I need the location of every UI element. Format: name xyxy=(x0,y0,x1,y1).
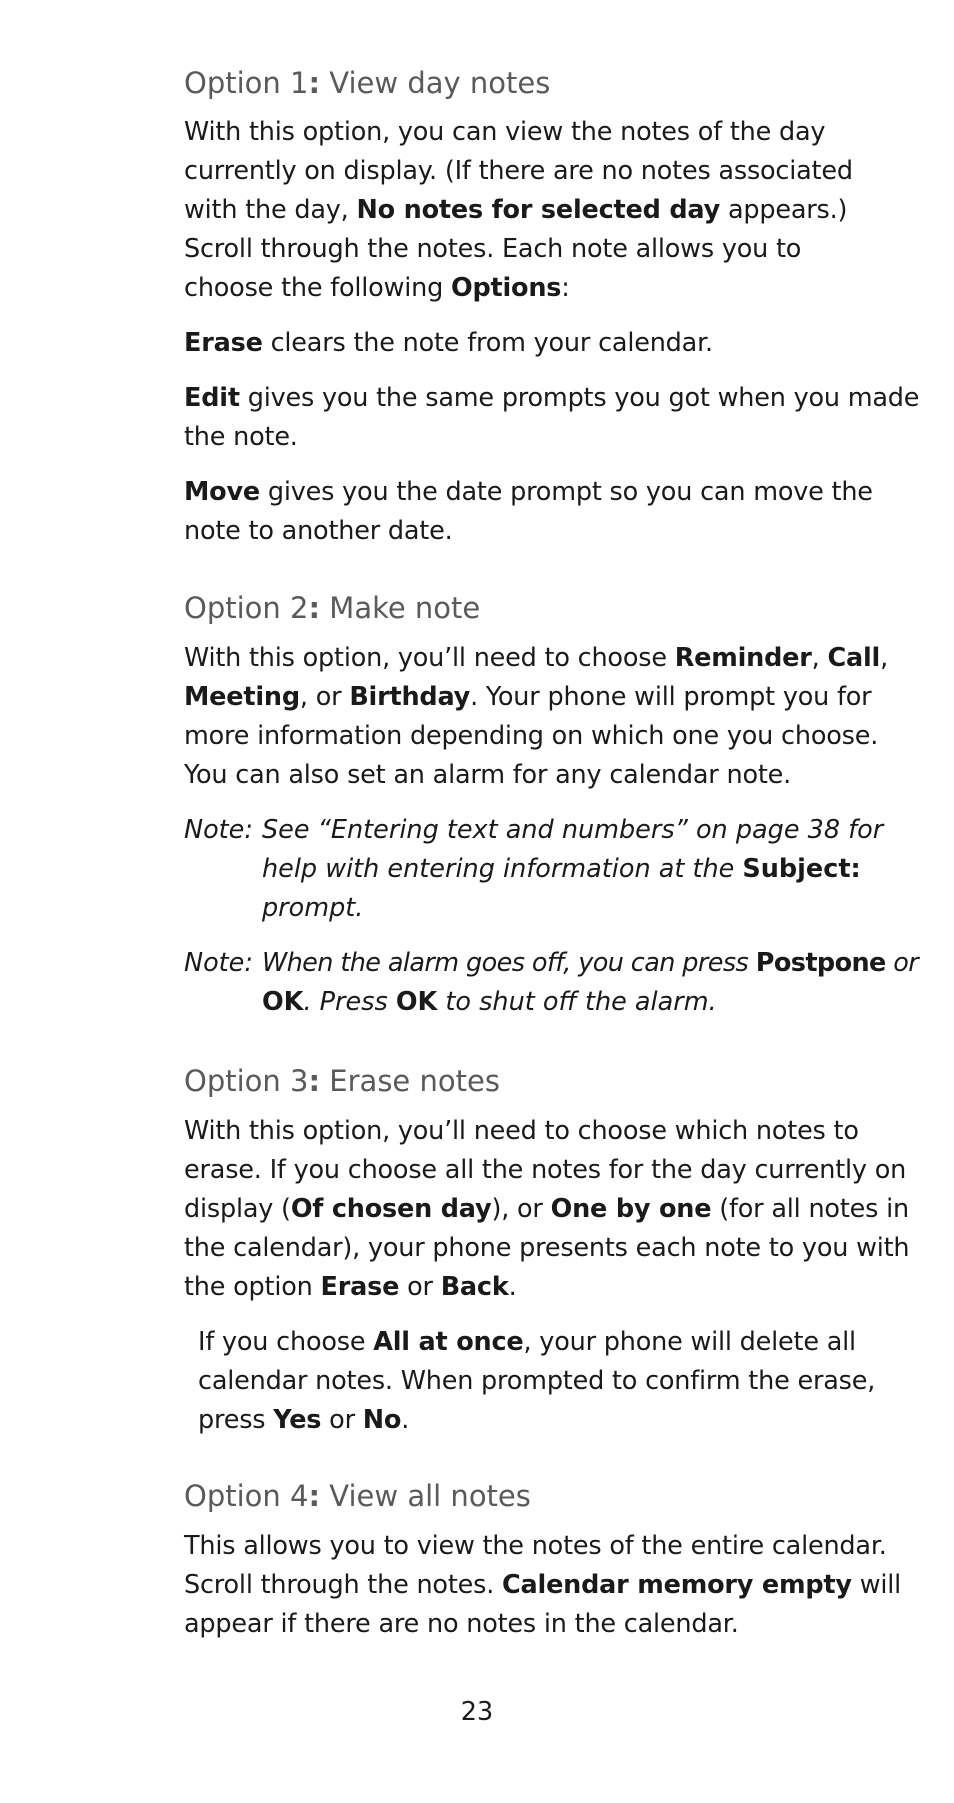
note-label: Note: xyxy=(184,815,253,845)
option-erase-description: Erase clears the note from your calendar. xyxy=(184,328,713,358)
paragraph-line: With this option, you’ll need to choose Reminder, Call, xyxy=(184,643,888,673)
paragraph-line: currently on display. (If there are no notes associated xyxy=(184,156,853,186)
note-line: help with entering information at the Subject: xyxy=(262,854,861,884)
paragraph-line: erase. If you choose all the notes for the day currently on xyxy=(184,1155,907,1185)
note-label: Note: xyxy=(184,948,253,978)
paragraph-line: choose the following Options: xyxy=(184,273,570,303)
section-heading-option-4: Option 4: View all notes xyxy=(184,1479,531,1513)
note-entering-text xyxy=(184,811,884,931)
option-edit-description: Edit gives you the same prompts you got when you made xyxy=(184,383,920,413)
indented-line: press Yes or No. xyxy=(198,1405,410,1435)
indented-line: calendar notes. When prompted to confirm the erase, xyxy=(198,1366,876,1396)
paragraph-line: the calendar), your phone presents each note to you with xyxy=(184,1233,910,1263)
paragraph-line: You can also set an alarm for any calendar note. xyxy=(184,760,792,790)
note-line: OK. Press OK to shut off the alarm. xyxy=(262,987,717,1017)
paragraph-line: more information depending on which one you choose. xyxy=(184,721,879,751)
section-heading-option-1: Option 1: View day notes xyxy=(184,66,551,100)
section-heading-option-3: Option 3: Erase notes xyxy=(184,1064,500,1098)
indented-line: If you choose All at once, your phone will delete all xyxy=(198,1327,856,1357)
section-heading-option-2: Option 2: Make note xyxy=(184,591,481,625)
note-line: See “Entering text and numbers” on page 38 for xyxy=(262,815,884,845)
paragraph-line: the option Erase or Back. xyxy=(184,1272,517,1302)
paragraph-line: Scroll through the notes. Each note allows you to xyxy=(184,234,802,264)
page-number: 23 xyxy=(460,1697,494,1727)
paragraph-line: appear if there are no notes in the calendar. xyxy=(184,1609,739,1639)
paragraph-line: With this option, you’ll need to choose which notes to xyxy=(184,1116,859,1146)
paragraph-line: With this option, you can view the notes of the day xyxy=(184,117,826,147)
paragraph-line: note to another date. xyxy=(184,516,453,546)
paragraph-line: the note. xyxy=(184,422,298,452)
paragraph-line: with the day, No notes for selected day appears.) xyxy=(184,195,848,225)
note-line: prompt. xyxy=(262,893,364,923)
paragraph-line: This allows you to view the notes of the entire calendar. xyxy=(184,1531,887,1561)
note-alarm xyxy=(184,944,919,1024)
note-line: When the alarm goes off, you can press Postpone or xyxy=(262,948,919,978)
paragraph-line: Scroll through the notes. Calendar memory empty will xyxy=(184,1570,902,1600)
paragraph-line: Meeting, or Birthday. Your phone will prompt you for xyxy=(184,682,872,712)
paragraph-line: display (Of chosen day), or One by one (for all notes in xyxy=(184,1194,909,1224)
option-move-description: Move gives you the date prompt so you can move the xyxy=(184,477,873,507)
